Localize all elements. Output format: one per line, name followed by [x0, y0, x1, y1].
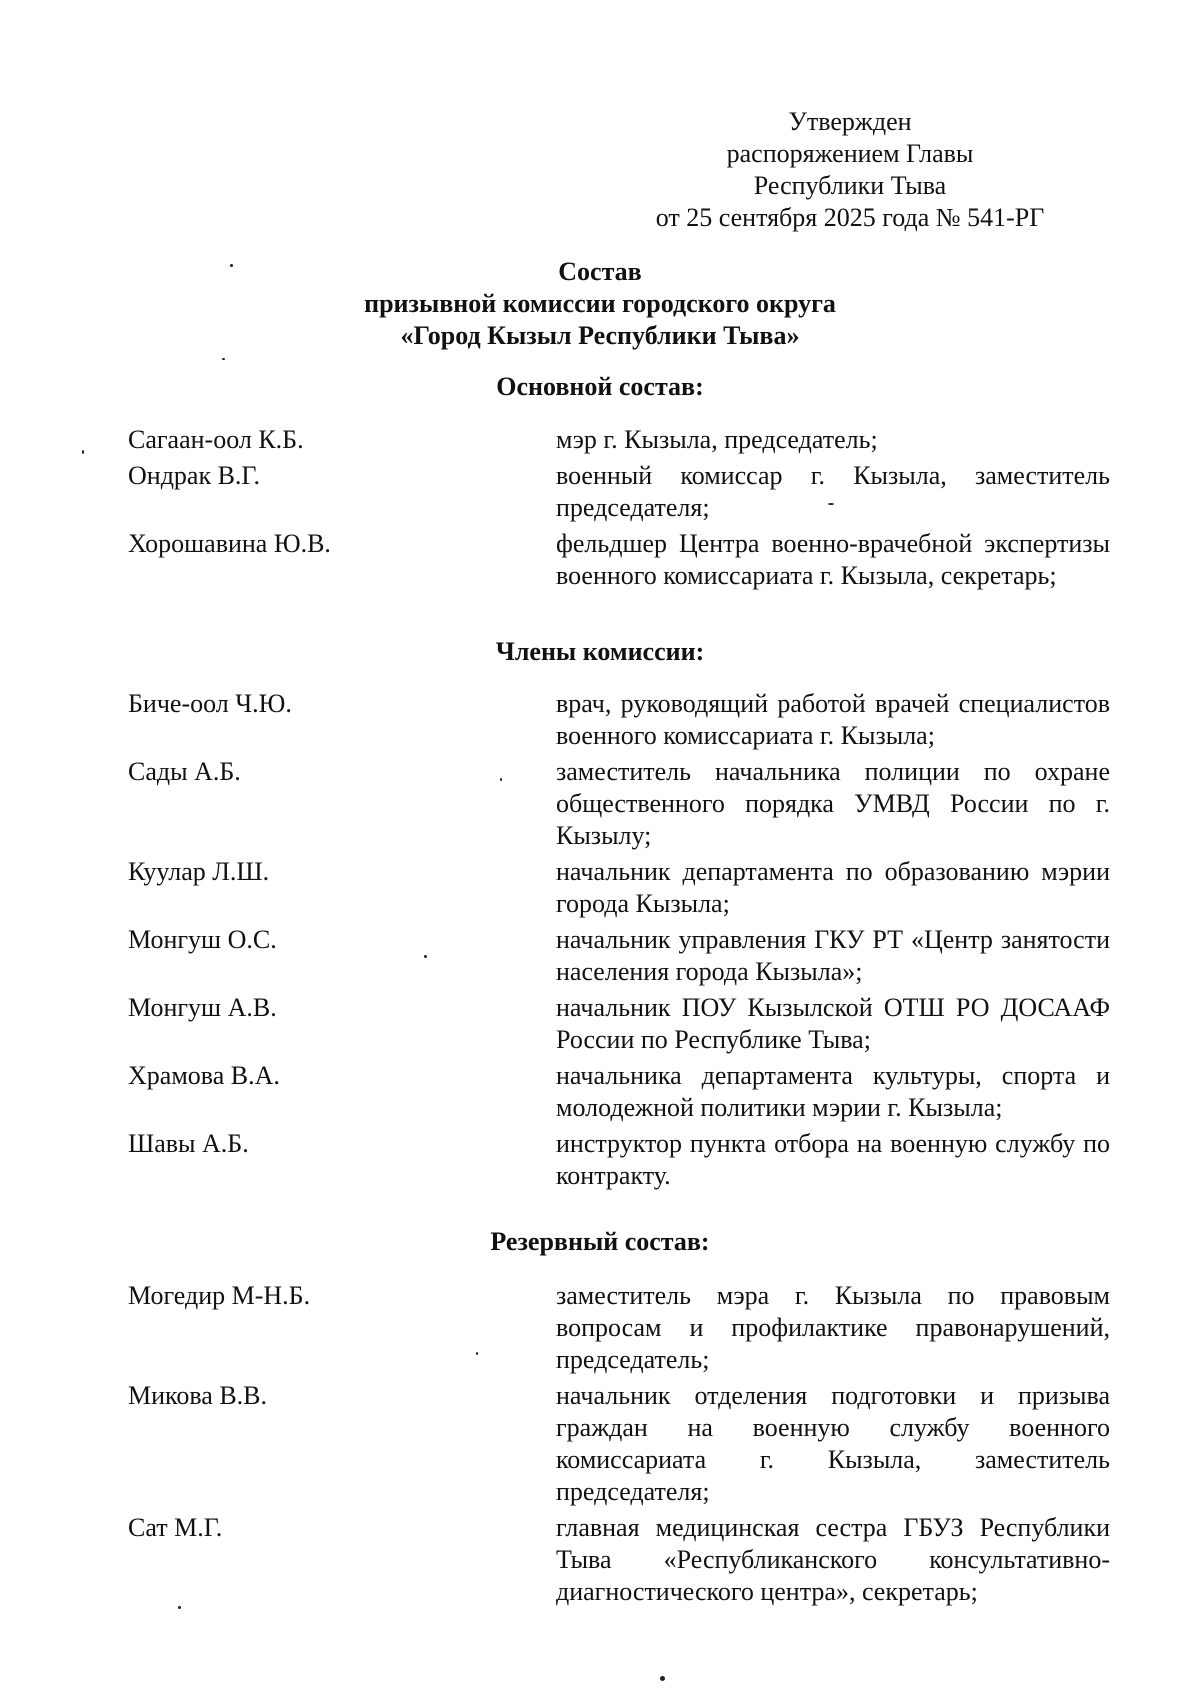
member-role: военный комиссар г. Кызыла, заместитель председателя;	[556, 461, 1110, 522]
title-line-city: «Город Кызыл Республики Тыва»	[400, 321, 800, 350]
member-name: Храмова В.А.	[128, 1061, 280, 1090]
member-name: Сат М.Г.	[128, 1513, 223, 1542]
member-row	[128, 528, 1124, 592]
member-role: начальник управления ГКУ РТ «Центр занятости населения города Кызыла»;	[556, 925, 1110, 986]
approval-line-order: распоряжением Главы	[726, 139, 974, 168]
member-role: начальник ПОУ Кызылской ОТШ РО ДОСААФ России по Республике Тыва;	[556, 993, 1110, 1054]
title-line-composition: Состав	[558, 257, 642, 286]
approval-line-republic: Республики Тыва	[753, 171, 947, 200]
member-role: мэр г. Кызыла, председатель;	[556, 425, 878, 454]
scan-speck	[230, 264, 233, 267]
member-name: Микова В.В.	[128, 1381, 268, 1410]
member-row	[128, 924, 1124, 988]
member-row	[128, 1128, 1124, 1192]
member-name: Сагаан-оол К.Б.	[128, 425, 304, 454]
member-role: фельдшер Центра военно-врачебной экспертизы военного комиссариата г. Кызыла, секретарь;	[556, 529, 1110, 590]
member-role: врач, руководящий работой врачей специалистов военного комиссариата г. Кызыла;	[556, 689, 1110, 750]
member-row	[128, 460, 1124, 524]
member-name: Монгуш О.С.	[128, 925, 277, 954]
scan-speck	[82, 450, 84, 454]
scan-speck	[178, 1606, 181, 1609]
member-role: начальник департамента по образованию мэрии города Кызыла;	[556, 857, 1110, 918]
member-role: заместитель начальника полиции по охране общественного порядка УМВД России по г. Кызылу;	[556, 757, 1110, 850]
member-name: Могедир М-Н.Б.	[128, 1281, 311, 1310]
member-row	[128, 1060, 1124, 1124]
member-row	[128, 424, 1124, 456]
scan-speck	[424, 955, 427, 958]
section-heading-reserve: Резервный состав:	[490, 1227, 710, 1256]
member-row	[128, 856, 1124, 920]
title-line-commission: призывной комиссии городского округа	[364, 289, 836, 318]
member-row	[128, 1380, 1124, 1508]
member-name: Сады А.Б.	[128, 757, 241, 786]
scan-speck	[828, 503, 834, 505]
approval-stamp	[640, 106, 1060, 234]
member-name: Биче-оол Ч.Ю.	[128, 689, 292, 718]
member-row	[128, 688, 1124, 752]
member-name: Хорошавина Ю.В.	[128, 529, 331, 558]
approval-line-approved: Утвержден	[788, 107, 912, 136]
scan-speck	[476, 1352, 478, 1355]
scan-speck	[222, 358, 225, 360]
approval-line-date-number: от 25 сентября 2025 года № 541-РГ	[655, 203, 1045, 232]
member-row	[128, 756, 1124, 852]
member-name: Монгуш А.В.	[128, 993, 277, 1022]
scan-speck	[660, 1676, 665, 1681]
member-row	[128, 1280, 1124, 1376]
member-name: Куулар Л.Ш.	[128, 857, 270, 886]
member-role: начальника департамента культуры, спорта и молодежной политики мэрии г. Кызыла;	[556, 1061, 1110, 1122]
section-heading-main: Основной состав:	[496, 372, 704, 401]
member-role: заместитель мэра г. Кызыла по правовым вопросам и профилактике правонарушений, председатель;	[556, 1281, 1110, 1374]
member-name: Шавы А.Б.	[128, 1129, 249, 1158]
member-name: Ондрак В.Г.	[128, 461, 261, 490]
member-row	[128, 992, 1124, 1056]
member-role: инструктор пункта отбора на военную службу по контракту.	[556, 1129, 1110, 1190]
scan-speck	[500, 778, 502, 781]
document-title	[300, 256, 900, 352]
section-heading-commission: Члены комиссии:	[495, 637, 705, 666]
member-role: главная медицинская сестра ГБУЗ Республики Тыва «Республиканского консультативно-диагностического центра», секретарь;	[556, 1513, 1110, 1606]
member-row	[128, 1512, 1124, 1608]
roster-reserve	[128, 1280, 1124, 1612]
member-role: начальник отделения подготовки и призыва граждан на военную службу военного комиссариата г. Кызыла, заместитель председателя;	[556, 1381, 1110, 1506]
roster-main	[128, 424, 1124, 596]
roster-commission	[128, 688, 1124, 1196]
